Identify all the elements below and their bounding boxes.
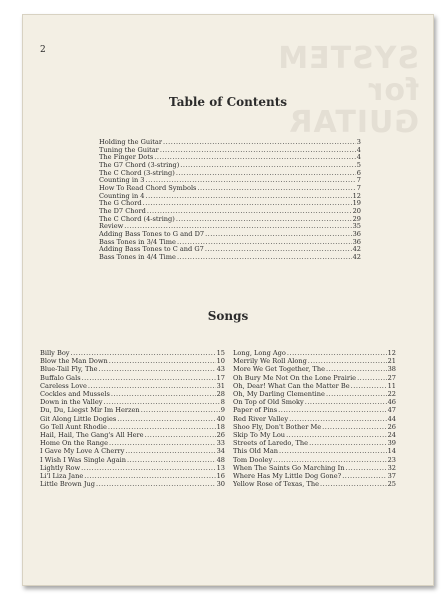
toc-entry-title: Counting in 4 bbox=[99, 192, 145, 200]
songs-list-left bbox=[40, 349, 225, 488]
song-entry bbox=[233, 431, 396, 439]
song-entry bbox=[233, 382, 396, 390]
song-entry-page: 22 bbox=[387, 390, 396, 399]
toc-entry-page: 3 bbox=[356, 139, 361, 146]
song-entry-title: Hail, Hail, The Gang's All Here bbox=[40, 431, 144, 440]
song-entry-page: 16 bbox=[216, 472, 225, 481]
song-entry-title: Careless Love bbox=[40, 381, 87, 390]
dot-leader bbox=[125, 447, 215, 455]
dot-leader bbox=[127, 456, 216, 464]
toc-entry-page: 29 bbox=[352, 215, 361, 223]
dot-leader bbox=[104, 398, 220, 406]
toc-entry-title: Bass Tones in 4/4 Time bbox=[99, 253, 176, 261]
toc-entry bbox=[99, 162, 361, 170]
song-entry-title: Buffalo Gals bbox=[40, 373, 81, 382]
song-entry-page: 30 bbox=[216, 480, 225, 489]
song-entry-title: When The Saints Go Marching In bbox=[233, 463, 345, 472]
toc-entry-title: The C Chord (3-string) bbox=[99, 169, 175, 177]
toc-entry bbox=[99, 154, 361, 162]
song-entry-title: Oh, My Darling Clementine bbox=[233, 390, 325, 399]
song-entry-title: Shoo Fly, Don't Bother Me bbox=[233, 422, 322, 431]
toc-entry-page: 7 bbox=[356, 184, 361, 192]
dot-leader bbox=[205, 246, 352, 254]
dot-leader bbox=[351, 382, 387, 390]
toc-entry bbox=[99, 185, 361, 193]
song-entry-title: Long, Long Ago bbox=[233, 349, 286, 357]
toc-entry-title: Tuning the Guitar bbox=[99, 146, 159, 154]
song-entry bbox=[233, 398, 396, 406]
song-entry-page: 32 bbox=[387, 463, 396, 472]
toc-entry-title: Counting in 3 bbox=[99, 177, 145, 185]
song-entry-title: Tom Dooley bbox=[233, 455, 273, 464]
song-entry bbox=[40, 382, 225, 390]
dot-leader bbox=[342, 472, 386, 480]
song-entry-page: 33 bbox=[216, 439, 225, 448]
dot-leader bbox=[286, 431, 387, 439]
dot-leader bbox=[273, 456, 386, 464]
song-entry bbox=[233, 456, 396, 464]
song-entry-page: 11 bbox=[387, 381, 396, 390]
toc-entry bbox=[99, 177, 361, 185]
dot-leader bbox=[176, 170, 356, 178]
song-entry-page: 38 bbox=[387, 365, 396, 374]
song-entry bbox=[233, 349, 396, 357]
song-entry bbox=[40, 464, 225, 472]
song-entry-title: I Gave My Love A Cherry bbox=[40, 447, 125, 456]
song-entry-title: Oh, Dear! What Can the Matter Be bbox=[233, 381, 350, 390]
toc-entry bbox=[99, 223, 361, 231]
toc-entry-title: The G Chord bbox=[99, 200, 142, 208]
song-entry-title: Where Has My Little Dog Gone? bbox=[233, 472, 342, 481]
toc-entry-page: 20 bbox=[352, 207, 361, 215]
toc-list bbox=[99, 139, 361, 262]
toc-entry-title: How To Read Chord Symbols bbox=[99, 184, 197, 192]
song-entry-title: Du, Du, Liegst Mir Im Herzen bbox=[40, 406, 140, 415]
toc-entry-title: Adding Bass Tones to C and G7 bbox=[99, 246, 204, 254]
toc-entry-title: The G7 Chord (3-string) bbox=[99, 161, 180, 169]
song-entry-page: 24 bbox=[387, 431, 396, 440]
song-entry-page: 13 bbox=[216, 463, 225, 472]
song-entry bbox=[40, 398, 225, 406]
song-entry-page: 27 bbox=[387, 373, 396, 382]
song-entry-page: 15 bbox=[216, 349, 225, 357]
dot-leader bbox=[124, 223, 351, 231]
toc-entry bbox=[99, 216, 361, 224]
dot-leader bbox=[111, 390, 216, 398]
songs-list-right bbox=[233, 349, 396, 488]
song-entry bbox=[40, 374, 225, 382]
song-entry-title: Home On the Range bbox=[40, 439, 109, 448]
dot-leader bbox=[305, 398, 387, 406]
song-entry bbox=[233, 390, 396, 398]
song-entry bbox=[233, 472, 396, 480]
song-entry-page: 12 bbox=[387, 349, 396, 357]
song-entry bbox=[40, 349, 225, 357]
dot-leader bbox=[205, 231, 352, 239]
dot-leader bbox=[163, 139, 356, 147]
song-entry-title: Go Tell Aunt Rhodie bbox=[40, 422, 107, 431]
song-entry-title: Little Brown Jug bbox=[40, 480, 95, 489]
song-entry-page: 34 bbox=[216, 447, 225, 456]
dot-leader bbox=[326, 365, 387, 373]
song-entry-title: Merrily We Roll Along bbox=[233, 357, 307, 366]
toc-entry-title: The D7 Chord bbox=[99, 207, 146, 215]
dot-leader bbox=[160, 147, 356, 155]
song-entry-page: 26 bbox=[387, 422, 396, 431]
song-entry-page: 17 bbox=[216, 373, 225, 382]
dot-leader bbox=[109, 357, 216, 365]
song-entry-page: 39 bbox=[387, 439, 396, 448]
song-entry bbox=[40, 390, 225, 398]
song-entry bbox=[40, 415, 225, 423]
dot-leader bbox=[96, 480, 216, 488]
toc-entry-page: 4 bbox=[356, 146, 361, 154]
song-entry-page: 10 bbox=[216, 357, 225, 366]
song-entry-title: Down in the Valley bbox=[40, 398, 103, 407]
dot-leader bbox=[84, 472, 215, 480]
song-entry bbox=[233, 423, 396, 431]
song-entry bbox=[40, 447, 225, 455]
toc-entry-page: 36 bbox=[352, 230, 361, 238]
dot-leader bbox=[154, 154, 356, 162]
song-entry-page: 37 bbox=[387, 472, 396, 481]
dot-leader bbox=[357, 374, 387, 382]
song-entry-page: 14 bbox=[387, 447, 396, 456]
dot-leader bbox=[197, 185, 355, 193]
toc-entry bbox=[99, 193, 361, 201]
song-entry-page: 8 bbox=[220, 398, 225, 407]
dot-leader bbox=[176, 216, 352, 224]
song-entry bbox=[233, 374, 396, 382]
song-entry bbox=[40, 365, 225, 373]
toc-entry bbox=[99, 147, 361, 155]
song-entry bbox=[40, 406, 225, 414]
song-entry-title: Lightly Row bbox=[40, 463, 81, 472]
song-entry-title: This Old Man bbox=[233, 447, 278, 456]
dot-leader bbox=[143, 200, 352, 208]
dot-leader bbox=[109, 439, 216, 447]
dot-leader bbox=[117, 415, 215, 423]
toc-entry-page: 19 bbox=[352, 200, 361, 208]
song-entry-title: Cockles and Mussels bbox=[40, 390, 110, 399]
song-entry bbox=[40, 472, 225, 480]
song-entry-page: 47 bbox=[387, 406, 396, 415]
toc-entry-page: 7 bbox=[356, 177, 361, 185]
toc-entry bbox=[99, 170, 361, 178]
dot-leader bbox=[145, 177, 355, 185]
song-entry bbox=[233, 480, 396, 488]
dot-leader bbox=[345, 464, 386, 472]
song-entry-page: 23 bbox=[387, 455, 396, 464]
song-entry-title: Paper of Pins bbox=[233, 406, 278, 415]
songs-title: Songs bbox=[207, 309, 249, 323]
toc-entry-page: 5 bbox=[356, 161, 361, 169]
toc-entry-title: Review bbox=[99, 223, 124, 231]
song-entry bbox=[40, 480, 225, 488]
dot-leader bbox=[145, 193, 351, 201]
song-entry-title: Yellow Rose of Texas, The bbox=[233, 480, 319, 489]
toc-entry bbox=[99, 246, 361, 254]
song-entry-page: 18 bbox=[216, 422, 225, 431]
dot-leader bbox=[99, 365, 216, 373]
song-entry bbox=[233, 447, 396, 455]
song-entry-page: 46 bbox=[387, 398, 396, 407]
dot-leader bbox=[180, 162, 356, 170]
song-entry-title: Skip To My Lou bbox=[233, 431, 286, 440]
song-entry-page: 26 bbox=[216, 431, 225, 440]
toc-entry bbox=[99, 254, 361, 262]
dot-leader bbox=[320, 480, 387, 488]
song-entry-page: 40 bbox=[216, 414, 225, 423]
dot-leader bbox=[177, 254, 352, 262]
song-entry bbox=[233, 406, 396, 414]
toc-entry-page: 42 bbox=[352, 246, 361, 254]
bleed-through-text: SYSTEM for GUITAR bbox=[277, 41, 419, 140]
song-entry-page: 44 bbox=[387, 414, 396, 423]
dot-leader bbox=[308, 357, 387, 365]
song-entry bbox=[233, 439, 396, 447]
toc-entry-page: 4 bbox=[356, 154, 361, 162]
dot-leader bbox=[145, 431, 216, 439]
song-entry-title: Oh Bury Me Not On the Lone Prairie bbox=[233, 373, 357, 382]
song-entry-title: I Wish I Was Single Again bbox=[40, 455, 126, 464]
song-entry-title: Li'l Liza Jane bbox=[40, 472, 84, 481]
dot-leader bbox=[322, 423, 387, 431]
dot-leader bbox=[287, 349, 387, 357]
toc-entry-page: 35 bbox=[352, 223, 361, 231]
song-entry bbox=[233, 365, 396, 373]
dot-leader bbox=[81, 464, 215, 472]
song-entry-page: 21 bbox=[387, 357, 396, 366]
toc-entry bbox=[99, 239, 361, 247]
dot-leader bbox=[289, 415, 387, 423]
book-page bbox=[22, 14, 434, 586]
page-number: 2 bbox=[40, 45, 46, 55]
song-entry-page: 25 bbox=[387, 480, 396, 489]
song-entry-title: On Top of Old Smoky bbox=[233, 398, 304, 407]
toc-entry bbox=[99, 139, 361, 147]
dot-leader bbox=[279, 447, 387, 455]
song-entry bbox=[40, 423, 225, 431]
toc-entry-page: 12 bbox=[352, 192, 361, 200]
dot-leader bbox=[71, 349, 216, 357]
song-entry bbox=[40, 439, 225, 447]
dot-leader bbox=[309, 439, 387, 447]
song-entry bbox=[40, 357, 225, 365]
toc-entry bbox=[99, 200, 361, 208]
song-entry bbox=[233, 415, 396, 423]
song-entry-page: 28 bbox=[216, 390, 225, 399]
song-entry bbox=[233, 357, 396, 365]
toc-entry-title: Bass Tones in 3/4 Time bbox=[99, 238, 176, 246]
toc-entry-title: The Finger Dots bbox=[99, 154, 154, 162]
song-entry-title: Streets of Laredo, The bbox=[233, 439, 309, 448]
song-entry-title: More We Get Together, The bbox=[233, 365, 325, 374]
song-entry-title: Billy Boy bbox=[40, 349, 70, 357]
toc-entry bbox=[99, 231, 361, 239]
dot-leader bbox=[177, 239, 352, 247]
dot-leader bbox=[278, 406, 386, 414]
dot-leader bbox=[108, 423, 216, 431]
toc-entry-page: 36 bbox=[352, 238, 361, 246]
dot-leader bbox=[141, 406, 220, 414]
song-entry-page: 31 bbox=[216, 381, 225, 390]
song-entry-page: 48 bbox=[216, 455, 225, 464]
song-entry bbox=[40, 431, 225, 439]
song-entry-title: Blow the Man Down bbox=[40, 357, 108, 366]
song-entry-page: 9 bbox=[220, 406, 225, 415]
toc-entry-page: 42 bbox=[352, 253, 361, 261]
song-entry-title: Git Along Little Dogies bbox=[40, 414, 117, 423]
toc-entry-title: Holding the Guitar bbox=[99, 139, 162, 146]
dot-leader bbox=[326, 390, 387, 398]
song-entry-page: 43 bbox=[216, 365, 225, 374]
song-entry bbox=[233, 464, 396, 472]
dot-leader bbox=[147, 208, 352, 216]
song-entry-title: Blue-Tail Fly, The bbox=[40, 365, 98, 374]
toc-title: Table of Contents bbox=[168, 95, 288, 109]
toc-entry-title: Adding Bass Tones to G and D7 bbox=[99, 230, 205, 238]
toc-entry-page: 6 bbox=[356, 169, 361, 177]
song-entry bbox=[40, 456, 225, 464]
dot-leader bbox=[88, 382, 216, 390]
song-entry-title: Red River Valley bbox=[233, 414, 289, 423]
toc-entry-title: The C Chord (4-string) bbox=[99, 215, 175, 223]
dot-leader bbox=[82, 374, 216, 382]
toc-entry bbox=[99, 208, 361, 216]
